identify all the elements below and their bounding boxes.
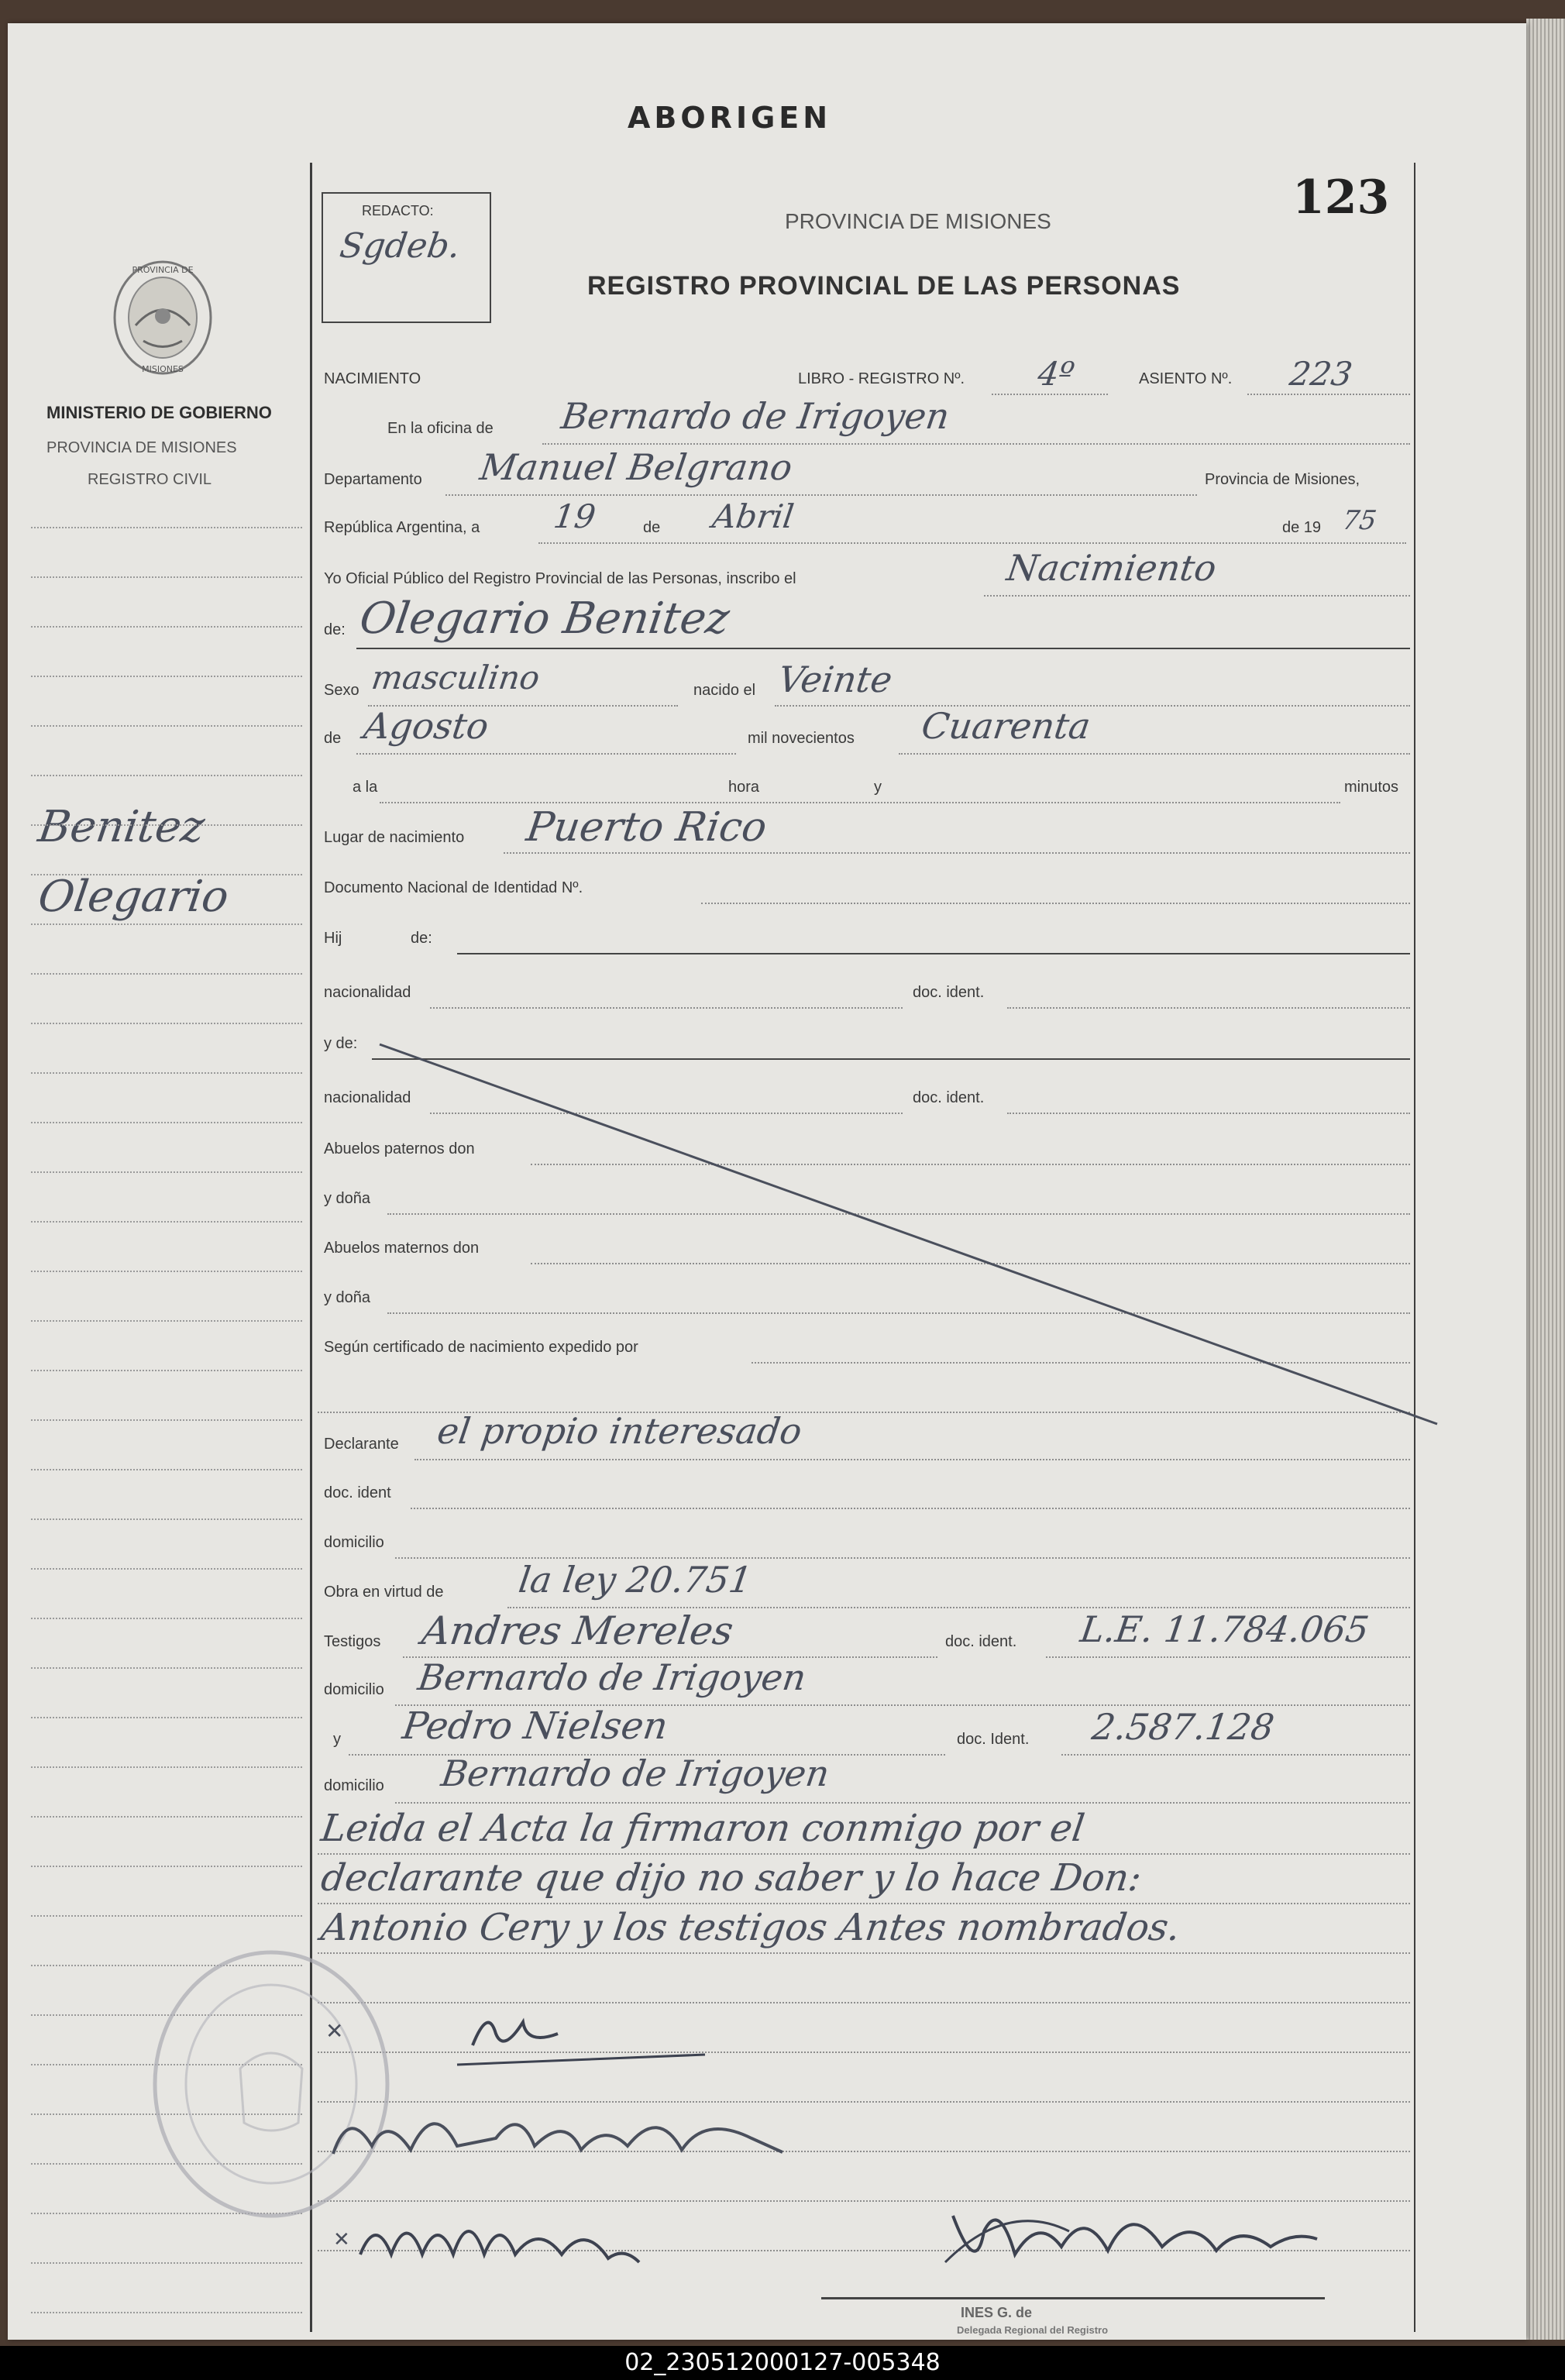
- certificate-label: Según certificado de nacimiento expedido por: [324, 1339, 638, 1356]
- person-de-label: de:: [324, 621, 346, 638]
- official-signature-line: [821, 2297, 1325, 2299]
- birthplace-value: Puerto Rico: [523, 804, 770, 851]
- civil-registry-label: REGISTRO CIVIL: [88, 471, 212, 488]
- record-type-label: NACIMIENTO: [324, 370, 421, 387]
- nationality2-label: nacionalidad: [324, 1089, 411, 1106]
- day-value: 19: [551, 497, 598, 535]
- doc-ident2-label: doc. ident.: [913, 1089, 985, 1106]
- child-de-label: de:: [411, 930, 432, 947]
- margin-province-label: PROVINCIA DE MISIONES: [46, 439, 237, 456]
- declarant-doc-label: doc. ident: [324, 1484, 391, 1501]
- image-caption: 02_230512000127-005348: [0, 2346, 1565, 2380]
- seal-top-text: PROVINCIA DE: [132, 265, 194, 275]
- seal-bottom-text: MISIONES: [142, 364, 184, 374]
- witness1-name: Andres Mereles: [418, 1608, 736, 1653]
- redacto-label: REDACTO:: [362, 203, 434, 218]
- witness2-y-label: y: [333, 1731, 341, 1748]
- registry-title: REGISTRO PROVINCIAL DE LAS PERSONAS: [587, 271, 1181, 301]
- month-value: Abril: [710, 497, 796, 535]
- officer-statement: Yo Oficial Público del Registro Provincial de las Personas, inscribo el: [324, 570, 796, 587]
- page-edge: [1526, 19, 1565, 2340]
- sex-value: masculino: [369, 659, 542, 696]
- minutes-label: minutos: [1344, 779, 1399, 796]
- category-stamp: ABORIGEN: [628, 101, 832, 135]
- witness2-domicile-label: domicilio: [324, 1777, 384, 1794]
- maternal-dona-label: y doña: [324, 1289, 371, 1306]
- year-value: 75: [1340, 505, 1379, 536]
- paternal-dona-label: y doña: [324, 1190, 371, 1207]
- official-title: Delegada Regional del Registro: [957, 2324, 1109, 2336]
- declarant-value: el propio interesado: [435, 1410, 805, 1452]
- asiento-label: ASIENTO Nº.: [1139, 370, 1233, 387]
- hour-a-la-label: a la: [353, 779, 378, 796]
- witness2-name: Pedro Nielsen: [400, 1704, 671, 1748]
- office-value: Bernardo de Irigoyen: [559, 395, 952, 437]
- margin-given-name: Olegario: [35, 872, 232, 922]
- closing-line-3: Antonio Cery y los testigos Antes nombrados.: [318, 1906, 1183, 1949]
- thousand-label: mil novecientos: [748, 730, 855, 747]
- day-de-label: de: [643, 519, 661, 536]
- born-month-de-label: de: [324, 730, 342, 747]
- maternal-grandparents-label: Abuelos maternos don: [324, 1240, 480, 1257]
- child-label: Hij: [324, 930, 342, 947]
- province-heading: PROVINCIA DE MISIONES: [785, 209, 1051, 233]
- witness1-domicile-label: domicilio: [324, 1681, 384, 1698]
- event-value: Nacimiento: [1004, 547, 1219, 589]
- department-value: Manuel Belgrano: [477, 446, 796, 488]
- office-label: En la oficina de: [387, 420, 494, 437]
- closing-line-2: declarante que dijo no saber y lo hace Don:: [318, 1856, 1144, 1900]
- law-value: la ley 20.751: [516, 1559, 755, 1601]
- libro-value: 4º: [1035, 355, 1077, 393]
- redacto-value: Sgdeb.: [337, 226, 463, 266]
- witness-signature-2: [353, 2200, 647, 2278]
- ministry-label: MINISTERIO DE GOBIERNO: [46, 403, 272, 422]
- register-page: [8, 23, 1526, 2340]
- y-de-label: y de:: [324, 1035, 358, 1052]
- born-label: nacido el: [693, 682, 756, 699]
- witness-signature-1: [318, 2084, 798, 2177]
- witness1-doc: L.E. 11.784.065: [1078, 1608, 1372, 1650]
- paternal-grandparents-label: Abuelos paternos don: [324, 1140, 475, 1157]
- witness2-domicile: Bernardo de Irigoyen: [439, 1752, 832, 1794]
- witness2-doc-label: doc. Ident.: [957, 1731, 1030, 1748]
- born-year: Cuarenta: [919, 705, 1093, 747]
- libro-label: LIBRO - REGISTRO Nº.: [798, 370, 965, 387]
- born-month: Agosto: [361, 705, 491, 747]
- cross-mark-2-icon: ✕: [333, 2227, 350, 2251]
- witness1-doc-label: doc. ident.: [945, 1633, 1017, 1650]
- year-label: de 19: [1282, 519, 1322, 536]
- sex-label: Sexo: [324, 682, 359, 699]
- province-suffix: Provincia de Misiones,: [1205, 471, 1360, 488]
- witness2-doc: 2.587.128: [1089, 1706, 1277, 1748]
- law-label: Obra en virtud de: [324, 1584, 444, 1601]
- declarant-signature: [449, 1991, 713, 2076]
- dni-label: Documento Nacional de Identidad Nº.: [324, 879, 583, 896]
- department-label: Departamento: [324, 471, 422, 488]
- official-signature: [930, 2185, 1333, 2293]
- birthplace-label: Lugar de nacimiento: [324, 829, 465, 846]
- page-number: 123: [1292, 170, 1390, 225]
- nationality-label: nacionalidad: [324, 984, 411, 1001]
- asiento-value: 223: [1287, 355, 1355, 393]
- republic-label: República Argentina, a: [324, 519, 480, 536]
- closing-line-1: Leida el Acta la firmaron conmigo por el: [318, 1807, 1088, 1850]
- witness1-domicile: Bernardo de Irigoyen: [415, 1656, 809, 1698]
- margin-surname: Benitez: [35, 802, 208, 852]
- witnesses-label: Testigos: [324, 1633, 381, 1650]
- hour-y-label: y: [874, 779, 882, 796]
- person-name: Olegario Benitez: [356, 593, 733, 644]
- official-name: INES G. de: [961, 2305, 1033, 2320]
- cross-mark-1-icon: ✕: [325, 2019, 344, 2043]
- doc-ident-label: doc. ident.: [913, 984, 985, 1001]
- declarant-label: Declarante: [324, 1436, 399, 1453]
- born-day: Veinte: [776, 659, 896, 700]
- hour-label: hora: [728, 779, 760, 796]
- declarant-domicile-label: domicilio: [324, 1534, 384, 1551]
